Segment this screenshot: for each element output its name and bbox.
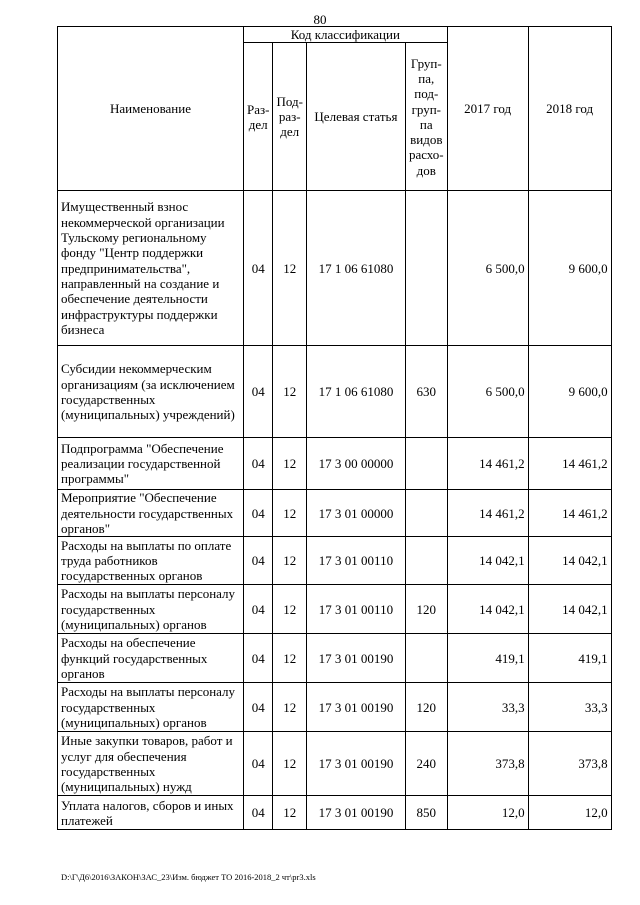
row-podrazdel: 12 [273, 634, 306, 683]
row-group [405, 191, 447, 346]
row-razdel: 04 [244, 438, 273, 490]
row-2018: 9 600,0 [528, 191, 611, 346]
row-name: Мероприятие "Обеспечение деятельности государственных органов" [58, 490, 244, 537]
row-name: Подпрограмма "Обеспечение реализации государственной программы" [58, 438, 244, 490]
row-target: 17 3 00 00000 [306, 438, 405, 490]
row-2017: 6 500,0 [447, 191, 528, 346]
row-name: Уплата налогов, сборов и иных платежей [58, 796, 244, 830]
row-name: Расходы на выплаты персоналу государственных (муниципальных) органов [58, 585, 244, 634]
table-row [58, 490, 612, 537]
row-razdel: 04 [244, 634, 273, 683]
row-target: 17 3 01 00190 [306, 732, 405, 796]
row-target: 17 3 01 00190 [306, 634, 405, 683]
row-podrazdel: 12 [273, 191, 306, 346]
row-2018: 12,0 [528, 796, 611, 830]
row-2018: 14 461,2 [528, 438, 611, 490]
row-podrazdel: 12 [273, 683, 306, 732]
row-2017: 33,3 [447, 683, 528, 732]
table-row [58, 537, 612, 585]
table-row [58, 346, 612, 438]
row-2018: 373,8 [528, 732, 611, 796]
table-row [58, 732, 612, 796]
header-section: Раз- дел [244, 43, 273, 191]
row-2017: 14 461,2 [447, 490, 528, 537]
row-razdel: 04 [244, 732, 273, 796]
row-razdel: 04 [244, 346, 273, 438]
row-name: Расходы на выплаты персоналу государственных (муниципальных) органов [58, 683, 244, 732]
row-group: 630 [405, 346, 447, 438]
page-number: 80 [313, 12, 327, 27]
row-target: 17 3 01 00110 [306, 537, 405, 585]
header-target: Целевая статья [306, 43, 405, 191]
row-razdel: 04 [244, 537, 273, 585]
row-group [405, 490, 447, 537]
table-row [58, 438, 612, 490]
row-2018: 33,3 [528, 683, 611, 732]
row-2017: 419,1 [447, 634, 528, 683]
row-razdel: 04 [244, 490, 273, 537]
row-2018: 419,1 [528, 634, 611, 683]
footer-file-path: D:\Г\Д6\2016\ЗАКОН\ЗАС_23\Изм. бюджет ТО 2016-2018_2 чт\pr3.xls [61, 872, 316, 882]
row-2018: 14 042,1 [528, 537, 611, 585]
budget-table [57, 26, 612, 830]
header-name: Наименование [58, 27, 244, 191]
row-group [405, 634, 447, 683]
row-name: Расходы на обеспечение функций государственных органов [58, 634, 244, 683]
row-target: 17 3 01 00110 [306, 585, 405, 634]
header-2017: 2017 год [447, 27, 528, 191]
row-2017: 6 500,0 [447, 346, 528, 438]
row-group: 120 [405, 683, 447, 732]
header-row-top [58, 27, 612, 43]
row-target: 17 1 06 61080 [306, 191, 405, 346]
row-2018: 14 042,1 [528, 585, 611, 634]
row-2018: 14 461,2 [528, 490, 611, 537]
row-razdel: 04 [244, 796, 273, 830]
row-2017: 14 042,1 [447, 537, 528, 585]
row-target: 17 3 01 00000 [306, 490, 405, 537]
row-group: 850 [405, 796, 447, 830]
header-2018: 2018 год [528, 27, 611, 191]
row-2017: 12,0 [447, 796, 528, 830]
row-podrazdel: 12 [273, 346, 306, 438]
table-row [58, 634, 612, 683]
header-subsection: Под- раз- дел [273, 43, 306, 191]
row-2017: 14 461,2 [447, 438, 528, 490]
header-expense-group: Груп- па, под- груп- па видов расхо- дов [405, 43, 447, 191]
row-group: 120 [405, 585, 447, 634]
row-target: 17 3 01 00190 [306, 683, 405, 732]
row-name: Расходы на выплаты по оплате труда работников государственных органов [58, 537, 244, 585]
row-2017: 14 042,1 [447, 585, 528, 634]
row-group [405, 537, 447, 585]
row-razdel: 04 [244, 683, 273, 732]
row-target: 17 3 01 00190 [306, 796, 405, 830]
row-group: 240 [405, 732, 447, 796]
row-razdel: 04 [244, 191, 273, 346]
row-podrazdel: 12 [273, 732, 306, 796]
table-row [58, 191, 612, 346]
table-row [58, 585, 612, 634]
header-code: Код классификации [244, 27, 448, 43]
row-name: Иные закупки товаров, работ и услуг для обеспечения государственных (муниципальных) нужд [58, 732, 244, 796]
table-row [58, 683, 612, 732]
row-razdel: 04 [244, 585, 273, 634]
row-name: Субсидии некоммерческим организациям (за исключением государственных (муниципальных) учреждений) [58, 346, 244, 438]
row-podrazdel: 12 [273, 537, 306, 585]
row-group [405, 438, 447, 490]
row-2017: 373,8 [447, 732, 528, 796]
row-podrazdel: 12 [273, 585, 306, 634]
row-name: Имущественный взнос некоммерческой организации Тульскому региональному фонду "Центр поддержки предпринимательства", направленный на создание и обеспечение деятельности инфраструктуры поддержки бизнеса [58, 191, 244, 346]
row-podrazdel: 12 [273, 438, 306, 490]
table-row [58, 796, 612, 830]
row-target: 17 1 06 61080 [306, 346, 405, 438]
row-podrazdel: 12 [273, 796, 306, 830]
row-2018: 9 600,0 [528, 346, 611, 438]
row-podrazdel: 12 [273, 490, 306, 537]
